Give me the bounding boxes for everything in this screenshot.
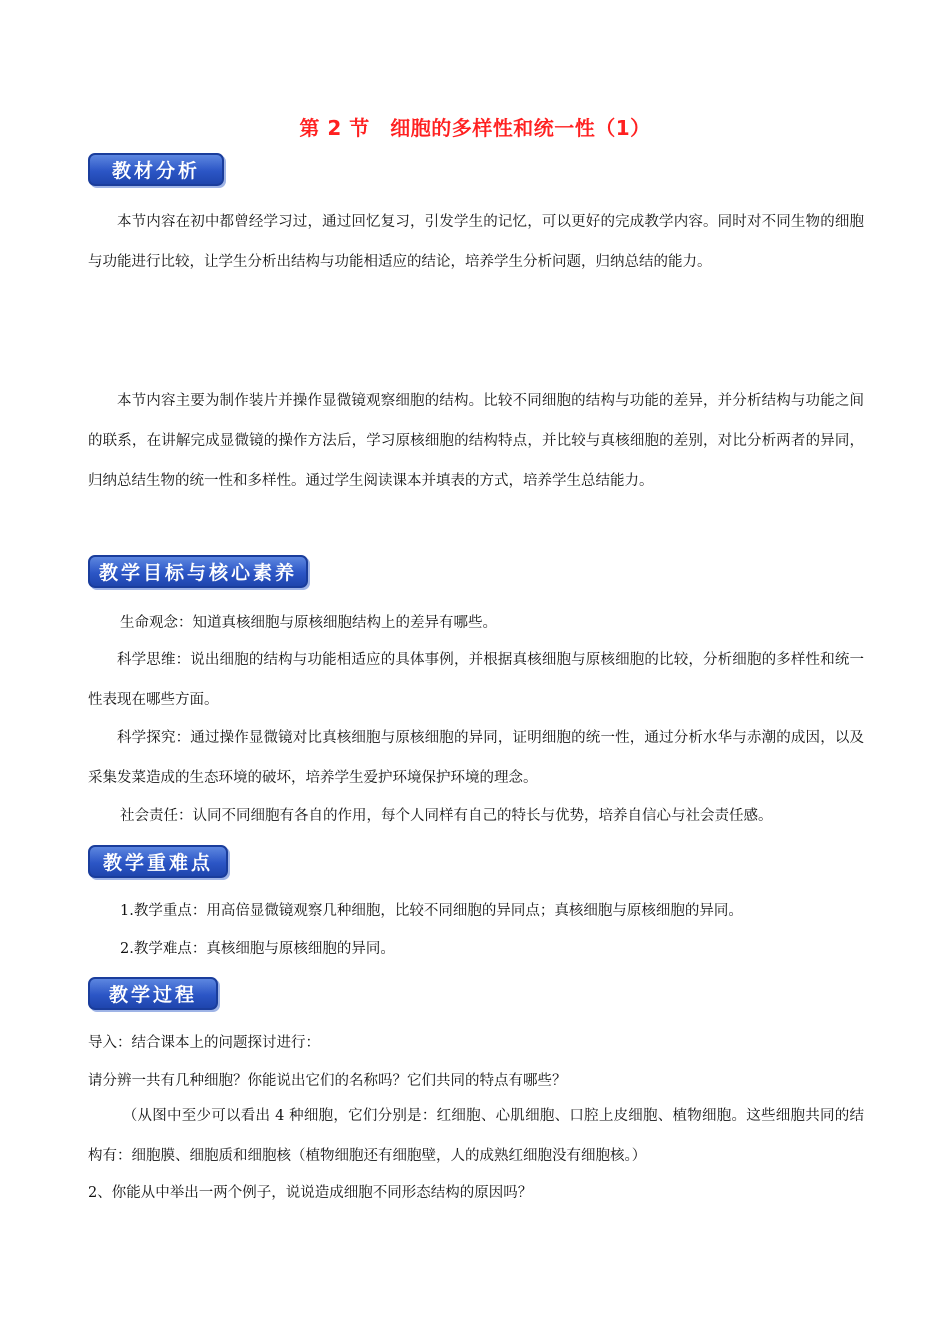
page-title: 第 2 节 细胞的多样性和统一性（1） bbox=[299, 116, 651, 140]
goal-scientific-thinking: 科学思维：说出细胞的结构与功能相适应的具体事例，并根据真核细胞与原核细胞的比较，分析细胞的多样性和统一性表现在哪些方面。 bbox=[88, 652, 864, 708]
goal-social-responsibility: 社会责任：认同不同细胞有各自的作用，每个人同样有自己的特长与优势，培养自信心与社会责任感。 bbox=[120, 808, 773, 824]
process-question-2: 2、你能从中举出一两个例子，说说造成细胞不同形态结构的原因吗？ bbox=[88, 1185, 533, 1201]
process-question-1: 请分辨一共有几种细胞？你能说出它们的名称吗？它们共同的特点有哪些？ bbox=[88, 1073, 567, 1089]
goal-scientific-inquiry: 科学探究：通过操作显微镜对比真核细胞与原核细胞的异同，证明细胞的统一性，通过分析水华与赤潮的成因，以及采集发菜造成的生态环境的破坏，培养学生爱护环境保护环境的理念。 bbox=[88, 730, 864, 786]
process-intro: 导入：结合课本上的问题探讨进行： bbox=[88, 1035, 320, 1051]
section-badge-key-points: 教学重难点 bbox=[88, 845, 228, 878]
key-point-difficulty: 2.教学难点：真核细胞与原核细胞的异同。 bbox=[120, 941, 395, 957]
process-answer-1: （从图中至少可以看出 4 种细胞，它们分别是：红细胞、心肌细胞、口腔上皮细胞、植物细胞。这些细胞共同的结构有：细胞膜、细胞质和细胞核（植物细胞还有细胞壁，人的成熟红细胞没有细胞核。） bbox=[88, 1108, 864, 1164]
analysis-paragraph-1: 本节内容在初中都曾经学习过，通过回忆复习，引发学生的记忆，可以更好的完成教学内容。同时对不同生物的细胞与功能进行比较，让学生分析出结构与功能相适应的结论，培养学生分析问题，归纳总结的能力。 bbox=[88, 214, 864, 270]
section-badge-goals: 教学目标与核心素养 bbox=[88, 555, 308, 588]
key-point-focus: 1.教学重点：用高倍显微镜观察几种细胞，比较不同细胞的异同点；真核细胞与原核细胞的异同。 bbox=[120, 903, 743, 919]
section-badge-process: 教学过程 bbox=[88, 977, 218, 1010]
section-badge-analysis: 教材分析 bbox=[88, 153, 224, 186]
goal-life-concept: 生命观念：知道真核细胞与原核细胞结构上的差异有哪些。 bbox=[120, 615, 497, 631]
analysis-paragraph-2: 本节内容主要为制作装片并操作显微镜观察细胞的结构。比较不同细胞的结构与功能的差异，并分析结构与功能之间的联系，在讲解完成显微镜的操作方法后，学习原核细胞的结构特点，并比较与真核细胞的差别，对比分析两者的异同，归纳总结生物的统一性和多样性。通过学生阅读课本并填表的方式，培养学生总结能力。 bbox=[88, 393, 864, 489]
